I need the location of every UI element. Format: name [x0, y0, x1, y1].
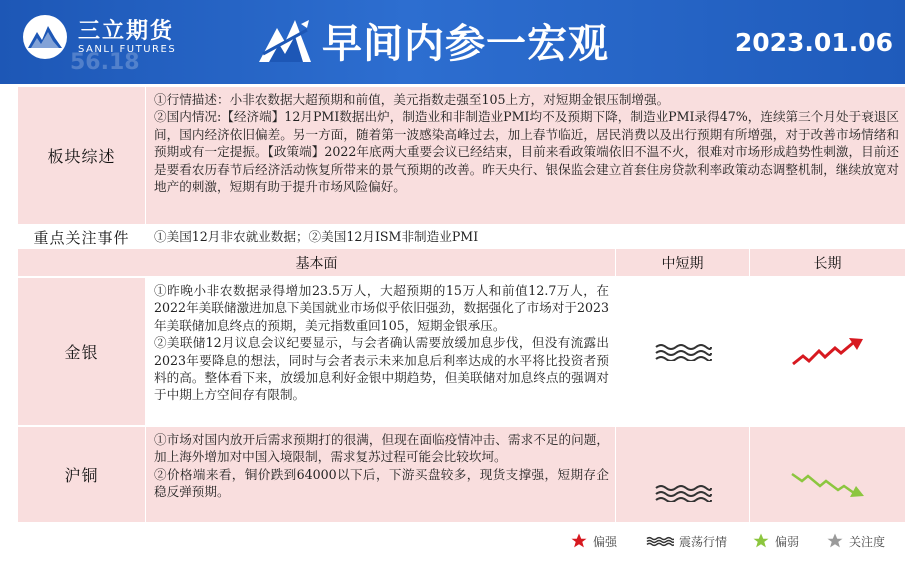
copper-long-term-cell — [750, 427, 905, 522]
red-star-icon — [570, 532, 588, 550]
copper-paragraph-1: ①市场对国内放开后需求预期打的很满，但现在面临疫情冲击、需求不足的问题，加上海外增加对中国入境限制，需求复苏过程可能会比较坎坷。 — [154, 432, 609, 465]
mountain-title-icon — [255, 10, 315, 70]
gold-paragraph-1: ①昨晚小非农数据录得增加23.5万人，大超预期的15万人和前值12.7万人，在2022年美联储激进加息下美国就业市场似乎依旧强劲，数据强化了市场对于2023年美联储加息终点的预期，美元指数重回105，短期金银承压。 — [154, 283, 609, 333]
page-header — [0, 0, 905, 84]
legend-label-weak: 偏弱 — [775, 534, 800, 549]
summary-label: 板块综述 — [18, 87, 145, 224]
gold-short-term-cell — [616, 278, 749, 425]
row-text-gold-silver — [146, 278, 615, 425]
company-name-cn: 三立期货 — [78, 19, 175, 44]
wave-icon — [654, 484, 712, 502]
green-star-icon — [752, 532, 770, 550]
down-trend-arrow-icon — [790, 471, 866, 499]
copper-paragraph-2: ②价格端来看，铜价跌到64000以下后，下游买盘较多，现货支撑强，短期存企稳反弹预期。 — [154, 466, 609, 500]
column-header-row — [18, 249, 905, 276]
copper-short-term-cell — [616, 427, 749, 522]
table-row — [18, 427, 905, 522]
table-row — [18, 278, 905, 425]
events-label: 重点关注事件 — [18, 226, 145, 248]
company-name-en: SANLI FUTURES — [78, 44, 177, 55]
events-text: ①美国12月非农就业数据；②美国12月ISM非制造业PMI — [146, 226, 905, 248]
company-logo-icon — [22, 14, 68, 60]
legend-item-weak — [752, 530, 799, 552]
legend-item-strong — [570, 530, 617, 552]
summary-paragraph-2: ②国内情况:【经济端】12月PMI数据出炉，制造业和非制造业PMI均不及预期下降，制造业PMI录得47%，连续第三个月处于衰退区间，国内经济依旧偏差。另一方面，随着第一波感染高峰过去，加上春节临近，居民消费以及出行预期有所增强，对于改善市场情绪和预期或有一定提振。【政策端】2022年底两大重要会议已经结束，目前来看政策端依旧不温不火，很难对市场形成趋势性刺激，目前还是要看农历春节后经济活动恢复所带来的景气预期的改善。昨天央行、银保监会建立首套住房贷款利率政策动态调整机制，继续放宽对地产的刺激，短期有助于提升市场风险偏好。 — [154, 109, 899, 195]
up-trend-arrow-icon — [791, 337, 865, 367]
gold-long-term-cell — [750, 278, 905, 425]
events-row — [18, 226, 905, 248]
row-text-copper — [146, 427, 615, 522]
column-header-long-term: 长期 — [750, 249, 905, 276]
summary-row — [18, 87, 905, 224]
legend-item-range — [646, 530, 727, 552]
report-date: 2023.01.06 — [734, 28, 893, 57]
summary-paragraph-1: ①行情描述：小非农数据大超预期和前值，美元指数走强至105上方，对短期金银压制增强。 — [154, 92, 670, 107]
decorative-bg-number: 56.18 — [70, 50, 140, 75]
wave-icon — [646, 535, 674, 547]
legend-label-range: 震荡行情 — [679, 534, 728, 549]
row-label-copper: 沪铜 — [18, 427, 145, 522]
column-header-fundamentals: 基本面 — [18, 249, 615, 276]
gold-paragraph-2: ②美联储12月议息会议纪要显示，与会者确认需要放缓加息步伐，但没有流露出2023年要降息的想法，同时与会者表示未来加息后利率达成的水平将比投资者预料的高。整体看下来，放缓加息利好金银中期趋势，但美联储对加息终点的强调对于中期上方空间存有限制。 — [154, 335, 609, 403]
legend-item-attention — [826, 530, 885, 552]
wave-icon — [654, 343, 712, 361]
legend-label-attention: 关注度 — [849, 534, 886, 549]
legend-label-strong: 偏强 — [593, 534, 618, 549]
column-header-short-term: 中短期 — [616, 249, 749, 276]
gray-star-icon — [826, 532, 844, 550]
page-title: 早间内参一宏观 — [322, 21, 609, 67]
summary-text — [146, 87, 905, 224]
row-label-gold-silver: 金银 — [18, 278, 145, 425]
